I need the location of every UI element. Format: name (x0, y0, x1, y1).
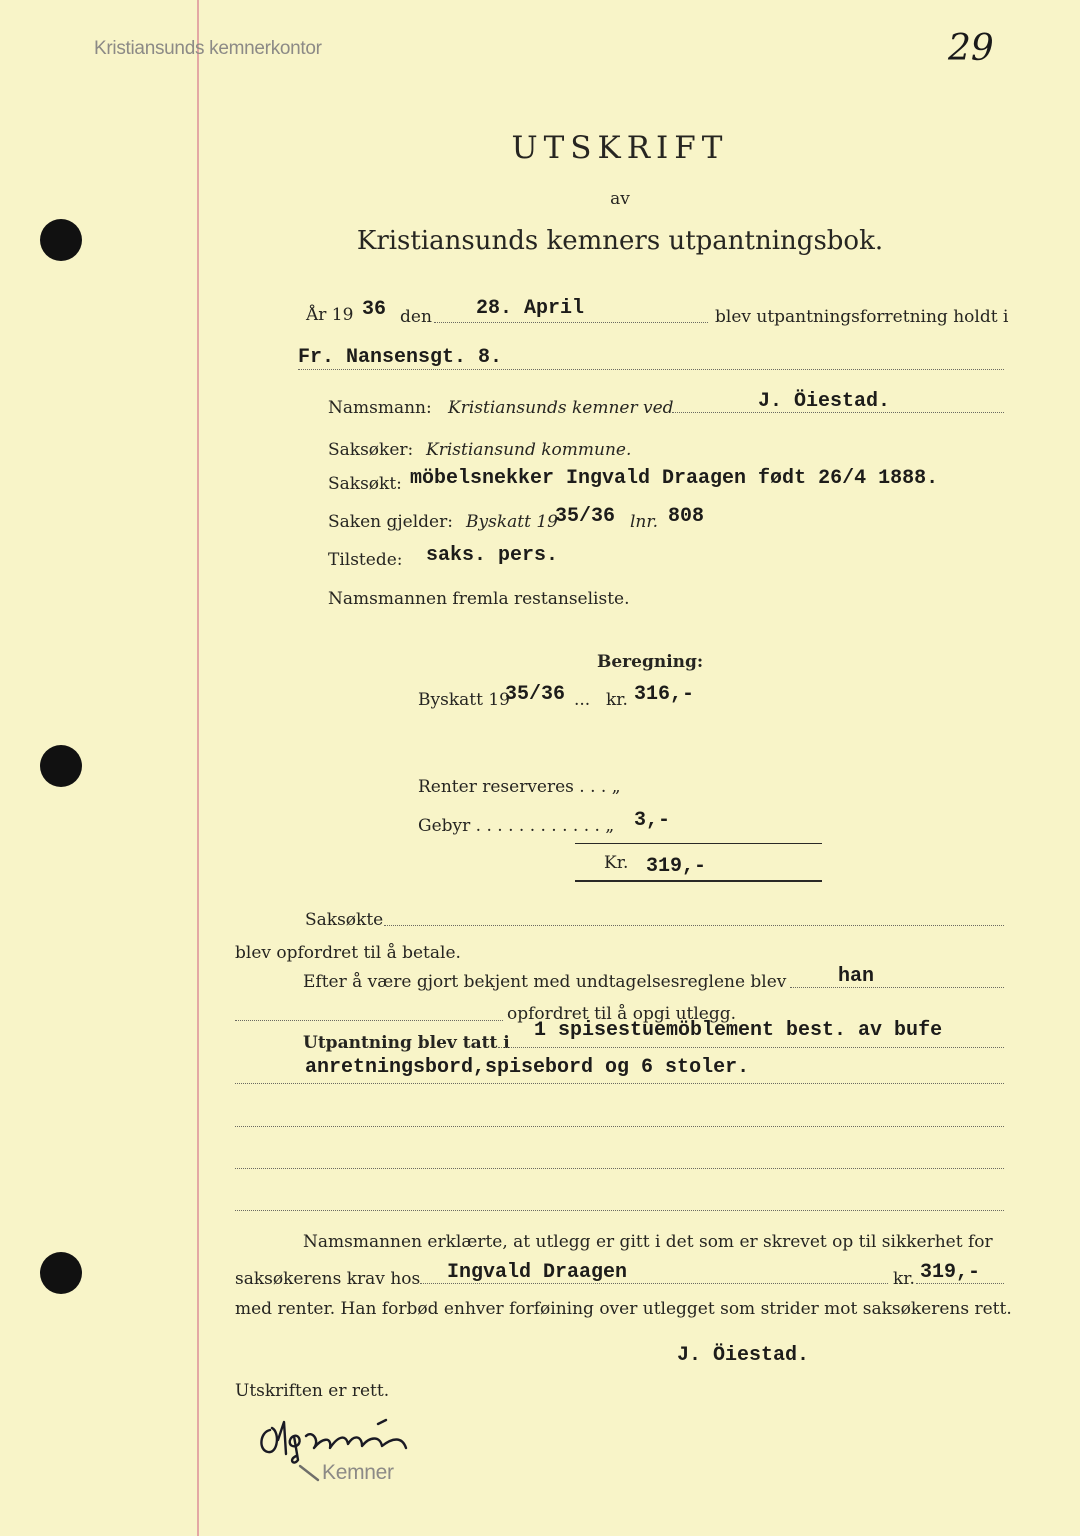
renter-label: Renter reserveres . . . „ (418, 777, 621, 797)
gebyr-amount: 3,- (634, 809, 671, 832)
renter-text: med renter. Han forbød enhver forføining over utlegget som strider mot saksøkerens rett. (235, 1299, 1012, 1319)
utpantning-value-1: 1 spisestuemöblement best. av bufe (534, 1019, 943, 1042)
saksoker-value: Kristiansund kommune. (426, 440, 632, 460)
gjelder-label: Saken gjelder: (328, 512, 453, 532)
place-value: Fr. Nansensgt. 8. (298, 346, 503, 369)
krav-kr: kr. (893, 1269, 915, 1289)
byskatt-amount: 316,- (634, 683, 695, 706)
total-label: Kr. (604, 853, 629, 873)
gjelder-lnr-label: lnr. (630, 512, 659, 532)
den-label: den (400, 307, 432, 327)
punch-hole-bottom (40, 1252, 82, 1294)
krav-name: Ingvald Draagen (447, 1261, 628, 1284)
document-subtitle: Kristiansunds kemners utpantningsbok. (356, 226, 884, 256)
opfordret-betale-text: blev opfordret til å betale. (235, 943, 461, 963)
office-stamp: Kristiansunds kemnerkontor (94, 38, 322, 59)
gjelder-lnr: 808 (668, 505, 705, 528)
krav-label: saksøkerens krav hos (235, 1269, 421, 1289)
byskatt-dots: ... (574, 690, 591, 710)
namsmann-printed: Kristiansunds kemner ved (448, 398, 674, 418)
punch-hole-middle (40, 745, 82, 787)
tilstede-label: Tilstede: (328, 550, 403, 570)
page-number: 29 (948, 28, 994, 69)
utpantning-label: Utpantning blev tatt i (303, 1033, 510, 1053)
date-value: 28. April (476, 297, 585, 320)
gebyr-label: Gebyr . . . . . . . . . . . . „ (418, 816, 615, 836)
utskriften-text: Utskriften er rett. (235, 1381, 390, 1401)
saksokt-label: Saksøkt: (328, 474, 402, 494)
total-amount: 319,- (646, 855, 707, 878)
gjelder-year: 35/36 (555, 505, 616, 528)
efter-value: han (838, 965, 875, 988)
forretning-text: blev utpantningsforretning holdt i (715, 307, 1009, 327)
document-title: UTSKRIFT (511, 130, 729, 166)
namsmann-label: Namsmann: (328, 398, 432, 418)
beregning-heading: Beregning: (597, 652, 704, 672)
efter-text: Efter å være gjort bekjent med undtagelsesreglene blev (303, 972, 787, 992)
krav-amount: 319,- (920, 1261, 981, 1284)
byskatt-label: Byskatt 19 (418, 690, 510, 710)
year-label: År 19 (306, 305, 354, 325)
opfordret-utlegg-text: opfordret til å opgi utlegg. (507, 1004, 737, 1024)
typed-signature: J. Öiestad. (677, 1344, 810, 1367)
byskatt-kr: kr. (606, 690, 628, 710)
gjelder-printed: Byskatt 19 (466, 512, 558, 532)
utpantning-value-2: anretningsbord,spisebord og 6 stoler. (305, 1056, 750, 1079)
restanse-text: Namsmannen fremla restanseliste. (328, 589, 630, 609)
erklaerte-text: Namsmannen erklærte, at utlegg er gitt i det som er skrevet op til sikkerhet for (303, 1232, 993, 1252)
saksokte-label: Saksøkte (305, 910, 384, 930)
tilstede-value: saks. pers. (426, 544, 559, 567)
saksoker-label: Saksøker: (328, 440, 414, 460)
title-av: av (610, 189, 630, 209)
namsmann-value: J. Öiestad. (758, 390, 891, 413)
kemner-stamp: Kemner (322, 1461, 394, 1484)
year-value: 36 (362, 298, 387, 321)
byskatt-year: 35/36 (505, 683, 566, 706)
saksokt-value: möbelsnekker Ingvald Draagen født 26/4 1888. (410, 467, 939, 490)
